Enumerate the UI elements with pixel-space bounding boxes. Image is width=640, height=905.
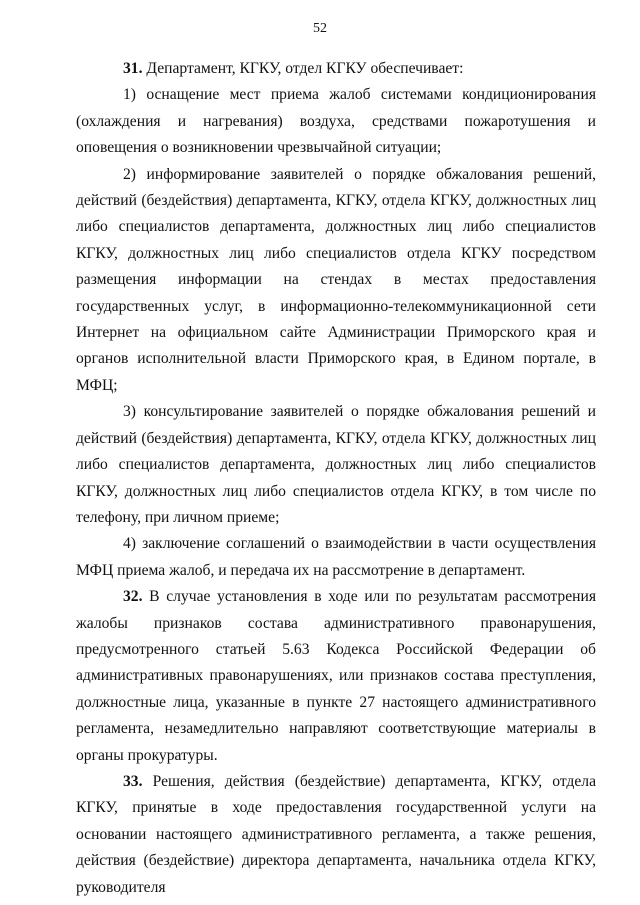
paragraph-33 bbox=[76, 769, 596, 901]
paragraph-text: 2) информирование заявителей о порядке обжалования решений, действий (бездействия) департамента, КГКУ, отдела КГКУ, должностных лиц либо специалистов департамента, должностных лиц либо специалистов КГКУ, должностных лиц либо специалистов отдела КГКУ посредством размещения информации на стендах в местах предоставления государственных услуг, в информационно-телекоммуникационной сети Интернет на официальном сайте Администрации Приморского края и органов исполнительной власти Приморского края, в Едином портале, в МФЦ; bbox=[76, 165, 596, 394]
item-number: 31. bbox=[123, 60, 143, 77]
paragraph-text: 4) заключение соглашений о взаимодействии в части осуществления МФЦ приема жалоб, и передача их на рассмотрение в департамент. bbox=[76, 535, 596, 579]
item-number: 33. bbox=[123, 772, 143, 790]
paragraph-text: 3) консультирование заявителей о порядке обжалования решений и действий (бездействия) департамента, КГКУ, отдела КГКУ, должностных лиц либо специалистов департамента, должностных лиц либо специалистов КГКУ, должностных лиц либо специалистов отдела КГКУ, в том числе по телефону, при личном приеме; bbox=[76, 403, 596, 526]
document-body bbox=[76, 56, 596, 901]
paragraph-text: Решения, действия (бездействие) департамента, КГКУ, отдела КГКУ, принятые в ходе предоставления государственной услуги на основании настоящего административного регламента, а также решения, действия (бездействие) директора департамента, начальника отдела КГКУ, руководителя bbox=[76, 772, 596, 896]
paragraph-text: Департамент, КГКУ, отдел КГКУ обеспечивает: bbox=[142, 60, 464, 77]
paragraph-31 bbox=[76, 56, 596, 82]
paragraph-31-item-3 bbox=[76, 399, 596, 531]
page-number: 52 bbox=[313, 21, 327, 36]
paragraph-text: В случае установления в ходе или по результатам рассмотрения жалобы признаков состава административного правонарушения, предусмотренного статьей 5.63 Кодекса Российской Федерации об административных правонарушениях, или признаков состава преступления, должностные лица, указанные в пункте 27 настоящего административного регламента, незамедлительно направляют соответствующие материалы в органы прокуратуры. bbox=[76, 588, 596, 764]
paragraph-32 bbox=[76, 584, 596, 769]
paragraph-31-item-2 bbox=[76, 162, 596, 400]
paragraph-text: 1) оснащение мест приема жалоб системами кондиционирования (охлаждения и нагревания) воздуха, средствами пожаротушения и оповещения о возникновении чрезвычайной ситуации; bbox=[76, 86, 596, 157]
paragraph-31-item-1 bbox=[76, 82, 596, 161]
paragraph-31-item-4 bbox=[76, 531, 596, 584]
item-number: 32. bbox=[123, 588, 143, 606]
